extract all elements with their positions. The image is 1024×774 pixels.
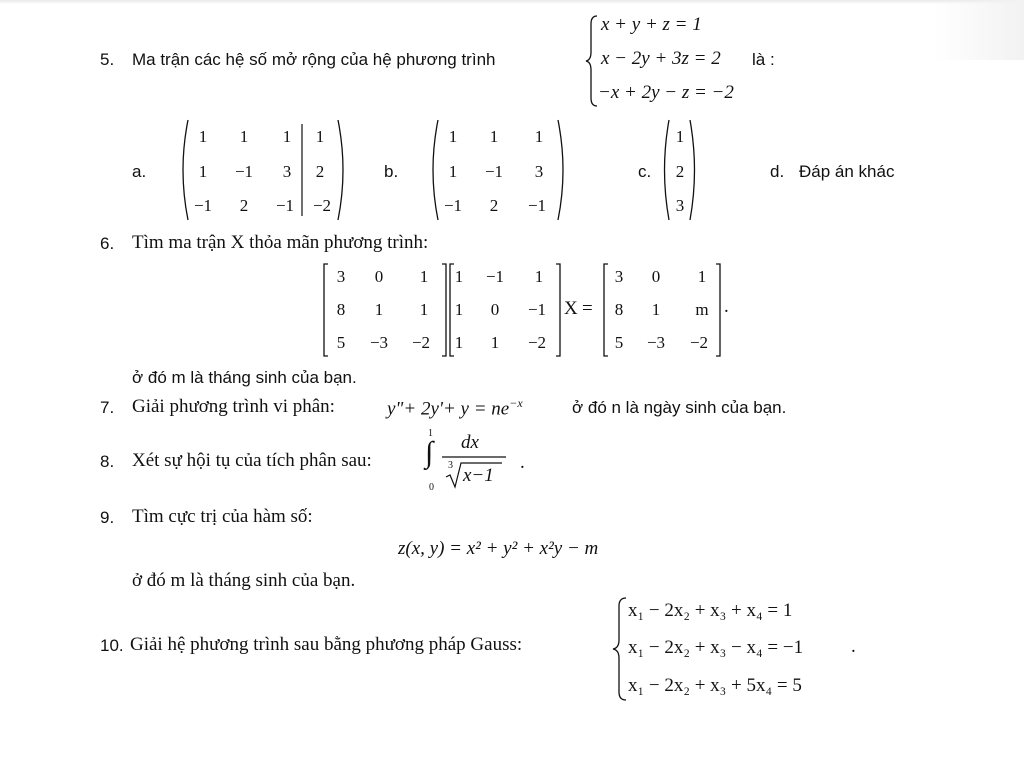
q8-period: .	[520, 452, 525, 473]
q5-option-d-text: Đáp án khác	[799, 162, 895, 181]
page-corner-shadow	[934, 0, 1024, 60]
matrix-cell: 1	[534, 127, 544, 146]
q8-number: 8.	[100, 452, 115, 471]
q8-integral-sign: ∫	[425, 436, 434, 469]
matrix-cell: −2	[411, 333, 431, 352]
q8-root-index: 3	[448, 460, 453, 471]
matrix-cell: −2	[689, 333, 709, 352]
q6-period: .	[724, 296, 729, 317]
matrix-cell: 2	[239, 196, 249, 215]
q7-note: ở đó n là ngày sinh của bạn.	[572, 398, 787, 417]
q7-number: 7.	[100, 398, 115, 417]
matrix-cell: 1	[454, 267, 464, 286]
matrix-cell: −1	[234, 162, 254, 181]
matrix-cell: 8	[614, 300, 624, 319]
q5-option-a-label: a.	[132, 162, 147, 181]
q5-text: Ma trận các hệ số mở rộng của hệ phương trình	[132, 50, 496, 69]
q8-text: Xét sự hội tụ của tích phân sau:	[132, 450, 372, 471]
matrix-cell: 2	[489, 196, 499, 215]
q5-option-d-label: d.	[770, 162, 785, 181]
matrix-cell: 0	[374, 267, 384, 286]
matrix-cell: −2	[527, 333, 547, 352]
page-top-edge	[0, 0, 1024, 4]
matrix-cell: 1	[419, 267, 429, 286]
q10-eq-2: x₁ − 2x₂ + x₃ − x₄ = −1	[628, 637, 804, 658]
matrix-cell: 1	[454, 333, 464, 352]
matrix-cell: 3	[534, 162, 544, 181]
q10-number: 10.	[100, 636, 124, 655]
vector-cell: 1	[675, 127, 685, 146]
matrix-cell: −1	[484, 162, 504, 181]
matrix-cell: −3	[646, 333, 666, 352]
q7-equation: y"+ $2y'+ y = ne^{-x}$	[387, 396, 523, 420]
q9-number: 9.	[100, 508, 115, 527]
matrix-cell: 1	[489, 127, 499, 146]
matrix-cell: 1	[490, 333, 500, 352]
matrix-cell: 3	[282, 162, 292, 181]
matrix-cell: −1	[275, 196, 295, 215]
q10-system-brace	[612, 596, 628, 702]
q8-numerator: dx	[461, 432, 479, 453]
q5-eq-2: x − 2y + 3z = 2	[601, 48, 721, 69]
matrix-cell: 3	[614, 267, 624, 286]
matrix-cell: −2	[312, 196, 332, 215]
matrix-cell: −1	[527, 196, 547, 215]
q6-text: Tìm ma trận X thỏa mãn phương trình:	[132, 232, 429, 253]
matrix-cell: 3	[336, 267, 346, 286]
q8-lower-limit: 0	[429, 482, 434, 493]
matrix-cell: 1	[534, 267, 544, 286]
q5-suffix: là :	[752, 50, 775, 69]
q9-text: Tìm cực trị của hàm số:	[132, 506, 313, 527]
q7-exponent: −x	[509, 396, 523, 410]
q5-eq-3: −x + 2y − z = −2	[598, 82, 734, 103]
matrix-cell: −3	[369, 333, 389, 352]
matrix-cell: 1	[315, 127, 325, 146]
matrix-cell: −1	[193, 196, 213, 215]
q5-eq-1: x + y + z = 1	[601, 14, 702, 35]
q6-note: ở đó m là tháng sinh của bạn.	[132, 368, 357, 387]
q7-text: Giải phương trình vi phân:	[132, 396, 335, 417]
vector-cell: 2	[675, 162, 685, 181]
matrix-cell: 0	[490, 300, 500, 319]
matrix-cell: 1	[651, 300, 661, 319]
matrix-cell: 5	[614, 333, 624, 352]
q9-note: ở đó m là tháng sinh của bạn.	[132, 570, 356, 591]
matrix-cell: 1	[697, 267, 707, 286]
q8-upper-limit: 1	[428, 428, 433, 439]
matrix-cell: m	[695, 300, 709, 319]
matrix-cell: 1	[198, 162, 208, 181]
matrix-cell: 1	[419, 300, 429, 319]
q9-function: z(x, y) = x² + y² + x²y − m	[398, 538, 599, 559]
q5-option-c-label: c.	[638, 162, 652, 181]
q5-system-brace	[585, 14, 599, 108]
q10-period: .	[851, 636, 856, 657]
matrix-cell: 1	[198, 127, 208, 146]
matrix-cell: 1	[454, 300, 464, 319]
q6-number: 6.	[100, 234, 115, 253]
matrix-cell: 2	[315, 162, 325, 181]
q6-equals: =	[582, 298, 593, 319]
q6-unknown-x: X	[564, 298, 578, 319]
q10-eq-3: x₁ − 2x₂ + x₃ + 5x₄ = 5	[628, 675, 802, 696]
q8-radicand: x−1	[463, 465, 494, 486]
matrix-cell: 1	[374, 300, 384, 319]
vector-cell: 3	[675, 196, 685, 215]
matrix-cell: 1	[239, 127, 249, 146]
q5-option-b-label: b.	[384, 162, 399, 181]
q10-eq-1: x₁ − 2x₂ + x₃ + x₄ = 1	[628, 600, 793, 621]
matrix-cell: −1	[527, 300, 547, 319]
q10-text: Giải hệ phương trình sau bằng phương pháp Gauss:	[130, 634, 523, 655]
matrix-cell: 8	[336, 300, 346, 319]
matrix-cell: −1	[443, 196, 463, 215]
matrix-cell: 1	[282, 127, 292, 146]
matrix-cell: 1	[448, 127, 458, 146]
q5-number: 5.	[100, 50, 115, 69]
matrix-cell: 5	[336, 333, 346, 352]
matrix-cell: 1	[448, 162, 458, 181]
matrix-cell: 0	[651, 267, 661, 286]
matrix-cell: −1	[485, 267, 505, 286]
